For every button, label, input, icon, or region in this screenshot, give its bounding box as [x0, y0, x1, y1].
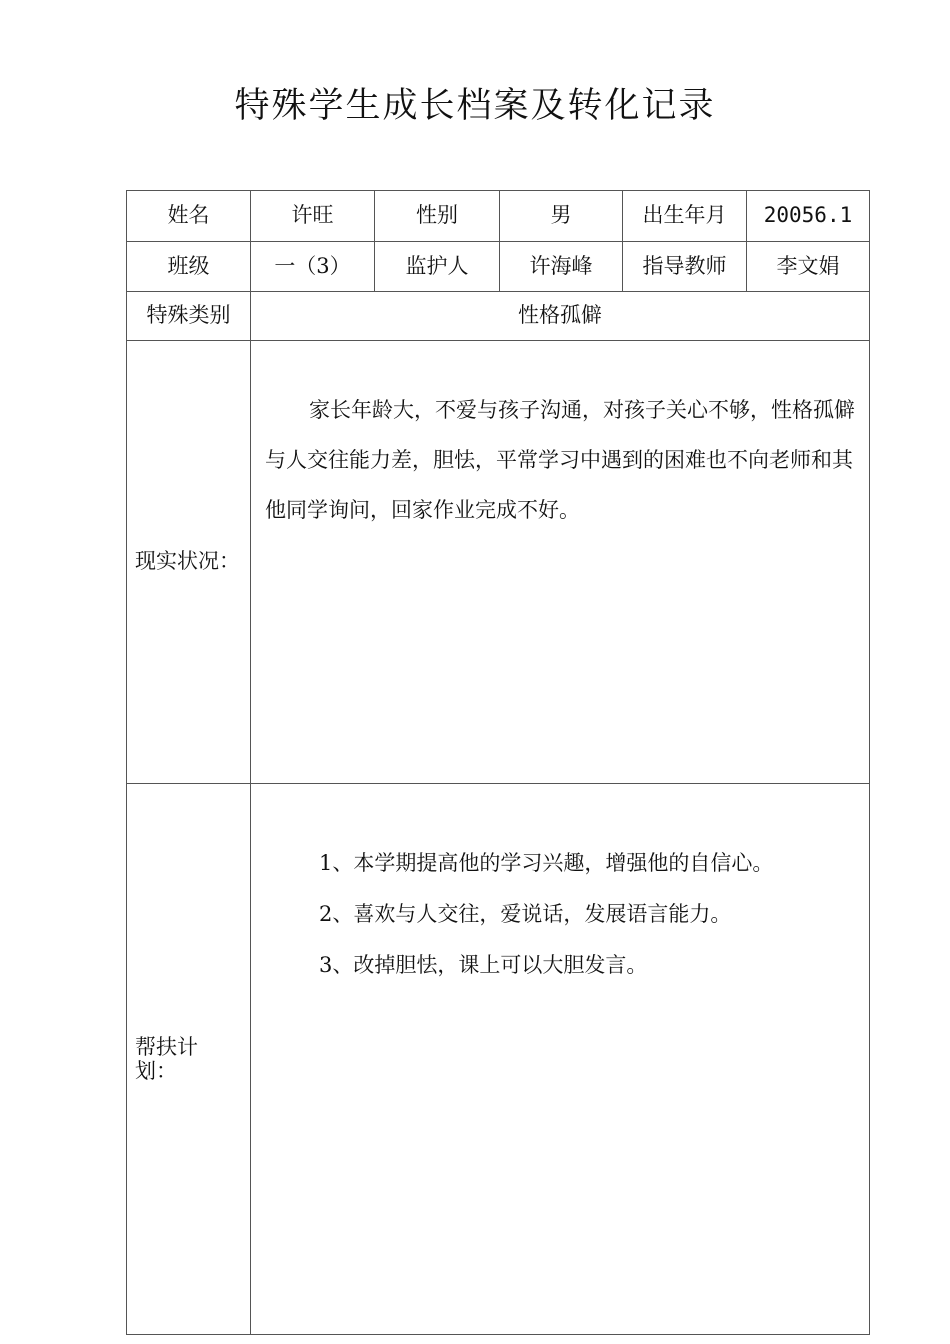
status-text-cell — [251, 341, 870, 784]
plan-label: 帮扶计划： — [135, 1035, 198, 1083]
class-label: 班级 — [127, 242, 251, 292]
name-label: 姓名 — [127, 191, 251, 242]
table-row — [127, 292, 870, 341]
category-label: 特殊类别 — [127, 292, 251, 341]
student-record-table — [126, 190, 870, 1335]
table-row — [127, 784, 870, 1335]
plan-list — [251, 784, 870, 1335]
status-label: 现实状况： — [127, 341, 251, 784]
status-text: 家长年龄大，不爱与孩子沟通，对孩子关心不够，性格孤僻与人交往能力差，胆怯，平常学习中遇到的困难也不向老师和其他同学询问，回家作业完成不好。 — [265, 398, 855, 522]
birth-value: 20056.1 — [747, 191, 870, 242]
document-title: 特殊学生成长档案及转化记录 — [234, 86, 716, 126]
plan-label-cell — [127, 784, 251, 1335]
gender-value: 男 — [500, 191, 623, 242]
gender-label: 性别 — [375, 191, 500, 242]
class-value: 一（3） — [251, 242, 375, 292]
table-row — [127, 341, 870, 784]
category-value: 性格孤僻 — [251, 292, 870, 341]
teacher-value: 李文娟 — [747, 242, 870, 292]
table-row — [127, 191, 870, 242]
table-row — [127, 242, 870, 292]
plan-item: 1、本学期提高他的学习兴趣，增强他的自信心。 — [319, 851, 774, 875]
plan-item: 2、喜欢与人交往，爱说话，发展语言能力。 — [319, 902, 732, 926]
plan-item: 3、改掉胆怯，课上可以大胆发言。 — [319, 953, 648, 977]
teacher-label: 指导教师 — [623, 242, 747, 292]
guardian-label: 监护人 — [375, 242, 500, 292]
name-value: 许旺 — [251, 191, 375, 242]
guardian-value: 许海峰 — [500, 242, 623, 292]
birth-label: 出生年月 — [623, 191, 747, 242]
